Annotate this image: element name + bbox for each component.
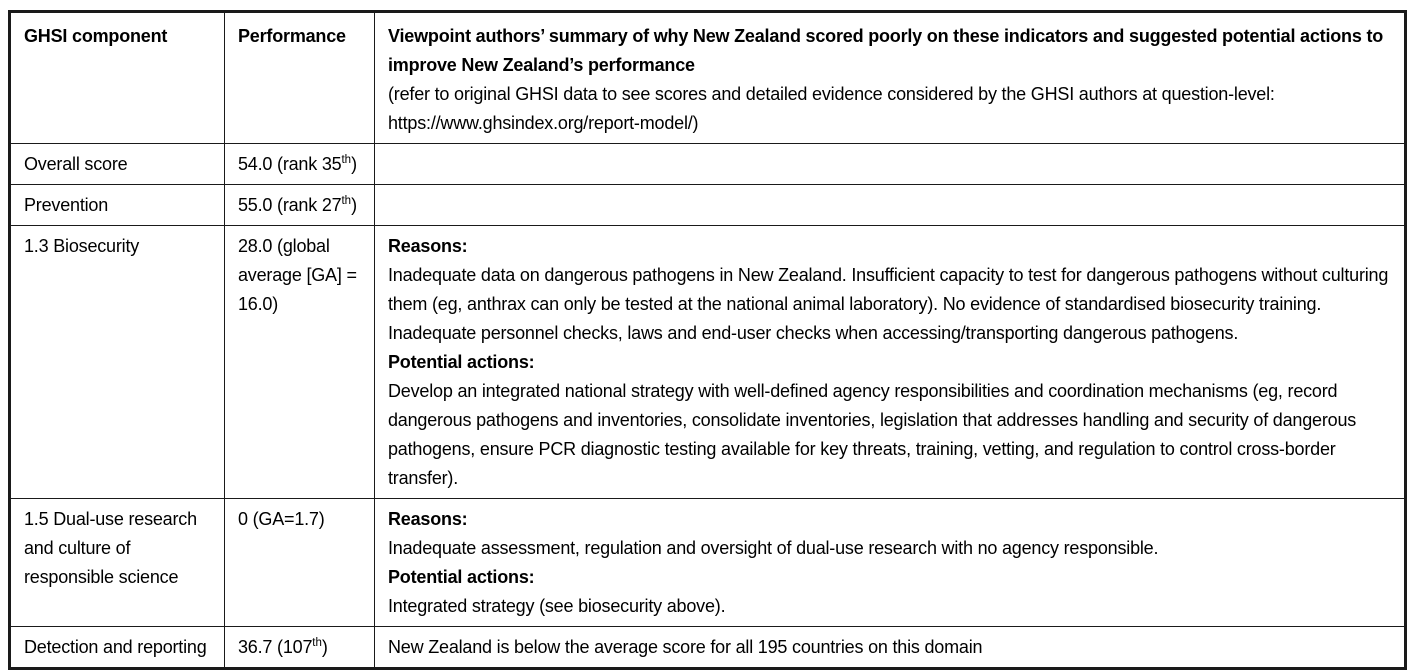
component-cell: 1.5 Dual-use research and culture of responsible science (10, 499, 225, 627)
component-cell: Prevention (10, 185, 225, 226)
summary-cell (375, 226, 1406, 499)
potential-actions-text: Integrated strategy (see biosecurity above). (388, 596, 726, 616)
ordinal-suffix: th (312, 637, 322, 649)
reasons-label: Reasons: (388, 509, 468, 529)
component-cell: Detection and reporting (10, 627, 225, 669)
ordinal-suffix: th (341, 195, 352, 207)
potential-actions-text: Develop an integrated national strategy with well-defined agency responsibilities and coordination mechanisms (eg, record dangerous pathogens and inventories, consolidate inventories, legislation that addresses handling and security of dangerous pathogens, ensure PCR diagnostic testing available for key threats, training, vetting, and regulation to control cross-border transfer). (388, 381, 1357, 488)
header-summary-note: (refer to original GHSI data to see scores and detailed evidence considered by the GHSI authors at question-level: https://www.ghsindex.org/report-model/) (388, 84, 1275, 133)
table-row-prevention (10, 185, 1406, 226)
header-ghsi-component: GHSI component (10, 12, 225, 144)
performance-cell: 54.0 (rank 35th) (225, 144, 375, 185)
performance-cell: 0 (GA=1.7) (225, 499, 375, 627)
reasons-text: Inadequate assessment, regulation and oversight of dual-use research with no agency responsible. (388, 538, 1159, 558)
performance-cell: 28.0 (global average [GA] = 16.0) (225, 226, 375, 499)
table-header-row (10, 12, 1406, 144)
table-row-dual-use-research (10, 499, 1406, 627)
header-performance: Performance (225, 12, 375, 144)
performance-cell: 36.7 (107th) (225, 627, 375, 669)
potential-actions-label: Potential actions: (388, 567, 535, 587)
component-cell: 1.3 Biosecurity (10, 226, 225, 499)
summary-cell: New Zealand is below the average score for all 195 countries on this domain (375, 627, 1406, 669)
component-cell: Overall score (10, 144, 225, 185)
header-summary-title: Viewpoint authors’ summary of why New Zealand scored poorly on these indicators and suggested potential actions to improve New Zealand’s performance (388, 26, 1384, 75)
summary-cell (375, 499, 1406, 627)
table-row-overall-score (10, 144, 1406, 185)
table-row-detection-reporting (10, 627, 1406, 669)
performance-cell: 55.0 (rank 27th) (225, 185, 375, 226)
summary-cell (375, 185, 1406, 226)
summary-cell (375, 144, 1406, 185)
ordinal-suffix: th (341, 154, 352, 166)
table-row-biosecurity (10, 226, 1406, 499)
ghsi-score-table (8, 10, 1407, 670)
reasons-text: Inadequate data on dangerous pathogens in New Zealand. Insufficient capacity to test for dangerous pathogens without culturing them (eg, anthrax can only be tested at the national animal laboratory). No evidence of standardised biosecurity training. Inadequate personnel checks, laws and end-user checks when accessing/transporting dangerous pathogens. (388, 265, 1389, 343)
potential-actions-label: Potential actions: (388, 352, 535, 372)
reasons-label: Reasons: (388, 236, 468, 256)
header-summary (375, 12, 1406, 144)
